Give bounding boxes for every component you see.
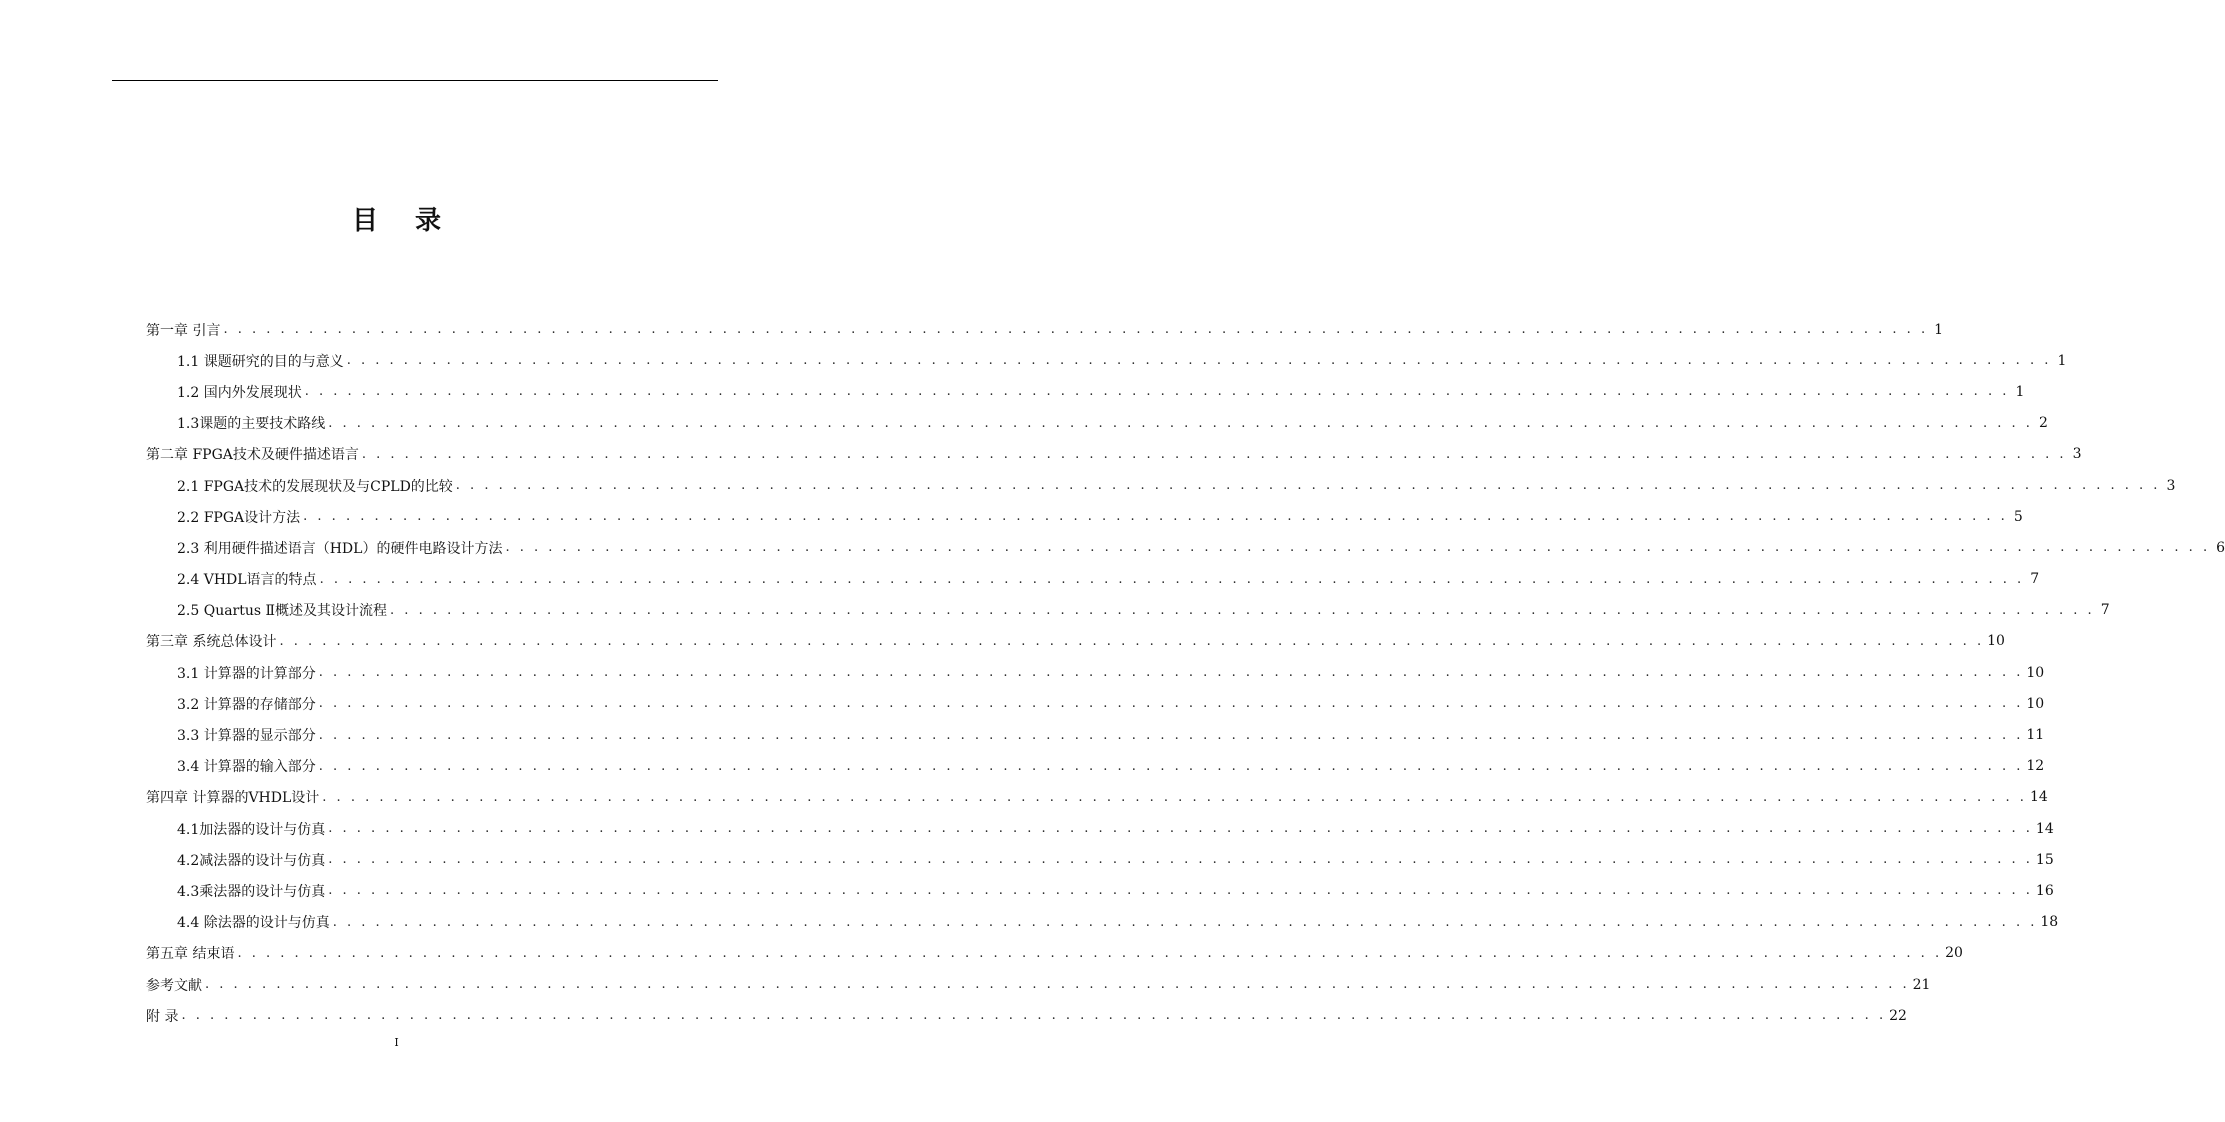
toc-entry-label: 3.1 计算器的计算部分: [177, 663, 319, 683]
toc-entry[interactable]: [146, 751, 2045, 782]
toc-dot-leader: . . . . . . . . . . . . . . . . . . . . . . . . . . . . . . . . . . . . . . . . . . . . . . . . . . . . . . . . . . . . . . . . . . . . . . . . . . . . . . . . . . . . . . . . . . . . . . . . . . . . . . . . . . . . . . . . . . . . . . . .: [318, 665, 2024, 681]
toc-dot-leader: . . . . . . . . . . . . . . . . . . . . . . . . . . . . . . . . . . . . . . . . . . . . . . . . . . . . . . . . . . . . . . . . . . . . . . . . . . . . . . . . . . . . . . . . . . . . . . . . . . . . . . . . . . . . . . . . . . . . . . . .: [237, 945, 1943, 961]
toc-entry-label: 2.1 FPGA技术的发展现状及与CPLD的比较: [177, 476, 456, 496]
toc-entry-page: 14: [2035, 820, 2054, 837]
toc-entry-page: 10: [1987, 633, 2005, 650]
toc-entry-page: 1: [2057, 352, 2067, 369]
toc-dot-leader: . . . . . . . . . . . . . . . . . . . . . . . . . . . . . . . . . . . . . . . . . . . . . . . . . . . . . . . . . . . . . . . . . . . . . . . . . . . . . . . . . . . . . . . . . . . . . . . . . . . . . . . . . . . . . . . . . . . . . . . .: [455, 478, 2161, 494]
toc-entry-label: 4.2减法器的设计与仿真: [177, 850, 328, 870]
toc-dot-leader: . . . . . . . . . . . . . . . . . . . . . . . . . . . . . . . . . . . . . . . . . . . . . . . . . . . . . . . . . . . . . . . . . . . . . . . . . . . . . . . . . . . . . . . . . . . . . . . . . . . . . . . . . . . . . . . . . . . . . . . .: [181, 1008, 1887, 1024]
toc-entry-page: 16: [2035, 882, 2054, 899]
header-rule: [112, 80, 718, 81]
toc-entry-page: 20: [1945, 945, 1963, 962]
toc-dot-leader: . . . . . . . . . . . . . . . . . . . . . . . . . . . . . . . . . . . . . . . . . . . . . . . . . . . . . . . . . . . . . . . . . . . . . . . . . . . . . . . . . . . . . . . . . . . . . . . . . . . . . . . . . . . . . . . . . . . . . . . .: [318, 727, 2024, 743]
toc-entry[interactable]: [146, 376, 2025, 407]
toc-dot-leader: . . . . . . . . . . . . . . . . . . . . . . . . . . . . . . . . . . . . . . . . . . . . . . . . . . . . . . . . . . . . . . . . . . . . . . . . . . . . . . . . . . . . . . . . . . . . . . . . . . . . . . . . . . . . . . . . . . . . . . . .: [304, 384, 2010, 400]
toc-entry-label: 第三章 系统总体设计: [146, 631, 279, 651]
toc-entry[interactable]: [146, 564, 2040, 595]
toc-entry[interactable]: [146, 782, 2048, 813]
toc-entry[interactable]: [146, 688, 2045, 719]
toc-entry-label: 3.3 计算器的显示部分: [177, 725, 319, 745]
toc-entry[interactable]: [146, 408, 2048, 439]
toc-entry-label: 4.3乘法器的设计与仿真: [177, 881, 328, 901]
toc-entry[interactable]: [146, 345, 2067, 376]
toc-entry-label: 2.5 Quartus Ⅱ概述及其设计流程: [177, 600, 390, 620]
toc-entry-label: 4.4 除法器的设计与仿真: [177, 912, 333, 932]
toc-entry-label: 附 录: [146, 1006, 181, 1026]
toc-dot-leader: . . . . . . . . . . . . . . . . . . . . . . . . . . . . . . . . . . . . . . . . . . . . . . . . . . . . . . . . . . . . . . . . . . . . . . . . . . . . . . . . . . . . . . . . . . . . . . . . . . . . . . . . . . . . . . . . . . . . . . . .: [318, 696, 2024, 712]
toc-entry[interactable]: [146, 969, 1931, 1000]
toc-entry-page: 10: [2026, 664, 2045, 681]
toc-entry-label: 第二章 FPGA技术及硬件描述语言: [146, 444, 362, 464]
toc-dot-leader: . . . . . . . . . . . . . . . . . . . . . . . . . . . . . . . . . . . . . . . . . . . . . . . . . . . . . . . . . . . . . . . . . . . . . . . . . . . . . . . . . . . . . . . . . . . . . . . . . . . . . . . . . . . . . . . . . . . . . . . .: [205, 977, 1910, 993]
toc-entry-page: 7: [2100, 602, 2110, 619]
toc-dot-leader: . . . . . . . . . . . . . . . . . . . . . . . . . . . . . . . . . . . . . . . . . . . . . . . . . . . . . . . . . . . . . . . . . . . . . . . . . . . . . . . . . . . . . . . . . . . . . . . . . . . . . . . . . . . . . . . . . . . . . . . .: [318, 758, 2024, 774]
toc-entry-page: 6: [2216, 539, 2225, 556]
toc-dot-leader: . . . . . . . . . . . . . . . . . . . . . . . . . . . . . . . . . . . . . . . . . . . . . . . . . . . . . . . . . . . . . . . . . . . . . . . . . . . . . . . . . . . . . . . . . . . . . . . . . . . . . . . . . . . . . . . . . . . . . . . .: [319, 571, 2025, 587]
toc-entry-page: 22: [1889, 1007, 1907, 1024]
toc-dot-leader: . . . . . . . . . . . . . . . . . . . . . . . . . . . . . . . . . . . . . . . . . . . . . . . . . . . . . . . . . . . . . . . . . . . . . . . . . . . . . . . . . . . . . . . . . . . . . . . . . . . . . . . . . . . . . . . . . . . . . . . .: [328, 415, 2033, 431]
toc-entry-label: 2.2 FPGA设计方法: [177, 507, 303, 527]
toc-entry-label: 3.2 计算器的存储部分: [177, 694, 319, 714]
toc-entry-page: 3: [2072, 446, 2082, 463]
toc-entry-page: 2: [2038, 415, 2048, 432]
toc-entry[interactable]: [146, 719, 2045, 750]
toc-dot-leader: . . . . . . . . . . . . . . . . . . . . . . . . . . . . . . . . . . . . . . . . . . . . . . . . . . . . . . . . . . . . . . . . . . . . . . . . . . . . . . . . . . . . . . . . . . . . . . . . . . . . . . . . . . . . . . . . . . . . . . . .: [332, 914, 2038, 930]
toc-entry-page: 12: [2026, 758, 2045, 775]
toc-entry-label: 2.3 利用硬件描述语言（HDL）的硬件电路设计方法: [177, 538, 505, 558]
toc-dot-leader: . . . . . . . . . . . . . . . . . . . . . . . . . . . . . . . . . . . . . . . . . . . . . . . . . . . . . . . . . . . . . . . . . . . . . . . . . . . . . . . . . . . . . . . . . . . . . . . . . . . . . . . . . . . . . . . . . . . . . . . .: [223, 322, 1929, 338]
toc-entry-page: 1: [1934, 321, 1944, 338]
toc-entry[interactable]: [146, 501, 2023, 532]
toc-entry[interactable]: [146, 844, 2054, 875]
toc-entry[interactable]: [146, 626, 2005, 657]
toc-entry[interactable]: [146, 470, 2176, 501]
toc-entry-page: 10: [2026, 695, 2045, 712]
toc-entry-label: 2.4 VHDL语言的特点: [177, 569, 320, 589]
toc-entry[interactable]: [146, 314, 1944, 345]
toc-entry[interactable]: [146, 875, 2054, 906]
toc-entry[interactable]: [146, 657, 2045, 688]
toc-entry-page: 7: [2030, 571, 2040, 588]
toc-entry-label: 1.2 国内外发展现状: [177, 382, 305, 402]
toc-entry-label: 第四章 计算器的VHDL设计: [146, 787, 322, 807]
toc-entry-label: 1.3课题的主要技术路线: [177, 413, 328, 433]
toc-entry[interactable]: [146, 532, 2225, 563]
toc-dot-leader: . . . . . . . . . . . . . . . . . . . . . . . . . . . . . . . . . . . . . . . . . . . . . . . . . . . . . . . . . . . . . . . . . . . . . . . . . . . . . . . . . . . . . . . . . . . . . . . . . . . . . . . . . . . . . . . . . . . . . . . .: [279, 633, 1985, 649]
toc-entry-page: 1: [2015, 383, 2025, 400]
toc-dot-leader: . . . . . . . . . . . . . . . . . . . . . . . . . . . . . . . . . . . . . . . . . . . . . . . . . . . . . . . . . . . . . . . . . . . . . . . . . . . . . . . . . . . . . . . . . . . . . . . . . . . . . . . . . . . . . . . . . . . . . . . .: [505, 540, 2211, 556]
toc-entry-label: 4.1加法器的设计与仿真: [177, 819, 328, 839]
toc-entry-page: 15: [2035, 851, 2054, 868]
toc-entry[interactable]: [146, 907, 2059, 938]
toc-dot-leader: . . . . . . . . . . . . . . . . . . . . . . . . . . . . . . . . . . . . . . . . . . . . . . . . . . . . . . . . . . . . . . . . . . . . . . . . . . . . . . . . . . . . . . . . . . . . . . . . . . . . . . . . . . . . . . . . . . . . . . . .: [361, 446, 2067, 462]
toc-entry[interactable]: [146, 813, 2054, 844]
toc-dot-leader: . . . . . . . . . . . . . . . . . . . . . . . . . . . . . . . . . . . . . . . . . . . . . . . . . . . . . . . . . . . . . . . . . . . . . . . . . . . . . . . . . . . . . . . . . . . . . . . . . . . . . . . . . . . . . . . . . . . . . . . .: [328, 821, 2033, 837]
toc-entry-page: 3: [2166, 477, 2176, 494]
table-of-contents: [146, 314, 2225, 1031]
toc-entry-label: 1.1 课题研究的目的与意义: [177, 351, 347, 371]
toc-entry-page: 11: [2026, 727, 2045, 744]
toc-dot-leader: . . . . . . . . . . . . . . . . . . . . . . . . . . . . . . . . . . . . . . . . . . . . . . . . . . . . . . . . . . . . . . . . . . . . . . . . . . . . . . . . . . . . . . . . . . . . . . . . . . . . . . . . . . . . . . . . . . . . . . . .: [390, 602, 2095, 618]
page-title: 目 录: [351, 206, 456, 236]
toc-entry-page: 18: [2040, 914, 2059, 931]
toc-dot-leader: . . . . . . . . . . . . . . . . . . . . . . . . . . . . . . . . . . . . . . . . . . . . . . . . . . . . . . . . . . . . . . . . . . . . . . . . . . . . . . . . . . . . . . . . . . . . . . . . . . . . . . . . . . . . . . . . . . . . . . . .: [328, 852, 2033, 868]
toc-entry[interactable]: [146, 938, 1963, 969]
toc-dot-leader: . . . . . . . . . . . . . . . . . . . . . . . . . . . . . . . . . . . . . . . . . . . . . . . . . . . . . . . . . . . . . . . . . . . . . . . . . . . . . . . . . . . . . . . . . . . . . . . . . . . . . . . . . . . . . . . . . . . . . . . .: [346, 353, 2052, 369]
toc-dot-leader: . . . . . . . . . . . . . . . . . . . . . . . . . . . . . . . . . . . . . . . . . . . . . . . . . . . . . . . . . . . . . . . . . . . . . . . . . . . . . . . . . . . . . . . . . . . . . . . . . . . . . . . . . . . . . . . . . . . . . . . .: [322, 789, 2027, 805]
toc-entry-label: 第五章 结束语: [146, 943, 237, 963]
toc-entry[interactable]: [146, 439, 2082, 470]
toc-entry-page: 21: [1912, 976, 1931, 993]
toc-dot-leader: . . . . . . . . . . . . . . . . . . . . . . . . . . . . . . . . . . . . . . . . . . . . . . . . . . . . . . . . . . . . . . . . . . . . . . . . . . . . . . . . . . . . . . . . . . . . . . . . . . . . . . . . . . . . . . . . . . . . . . . .: [328, 883, 2033, 899]
toc-entry[interactable]: [146, 595, 2110, 626]
toc-entry[interactable]: [146, 1000, 1907, 1031]
toc-entry-label: 参考文献: [146, 975, 205, 995]
toc-entry-page: 14: [2029, 789, 2048, 806]
toc-entry-label: 第一章 引言: [146, 320, 223, 340]
toc-entry-label: 3.4 计算器的输入部分: [177, 756, 319, 776]
toc-dot-leader: . . . . . . . . . . . . . . . . . . . . . . . . . . . . . . . . . . . . . . . . . . . . . . . . . . . . . . . . . . . . . . . . . . . . . . . . . . . . . . . . . . . . . . . . . . . . . . . . . . . . . . . . . . . . . . . . . . . . . . . .: [303, 509, 2008, 525]
page-number: I: [394, 1036, 399, 1049]
toc-entry-page: 5: [2013, 508, 2023, 525]
